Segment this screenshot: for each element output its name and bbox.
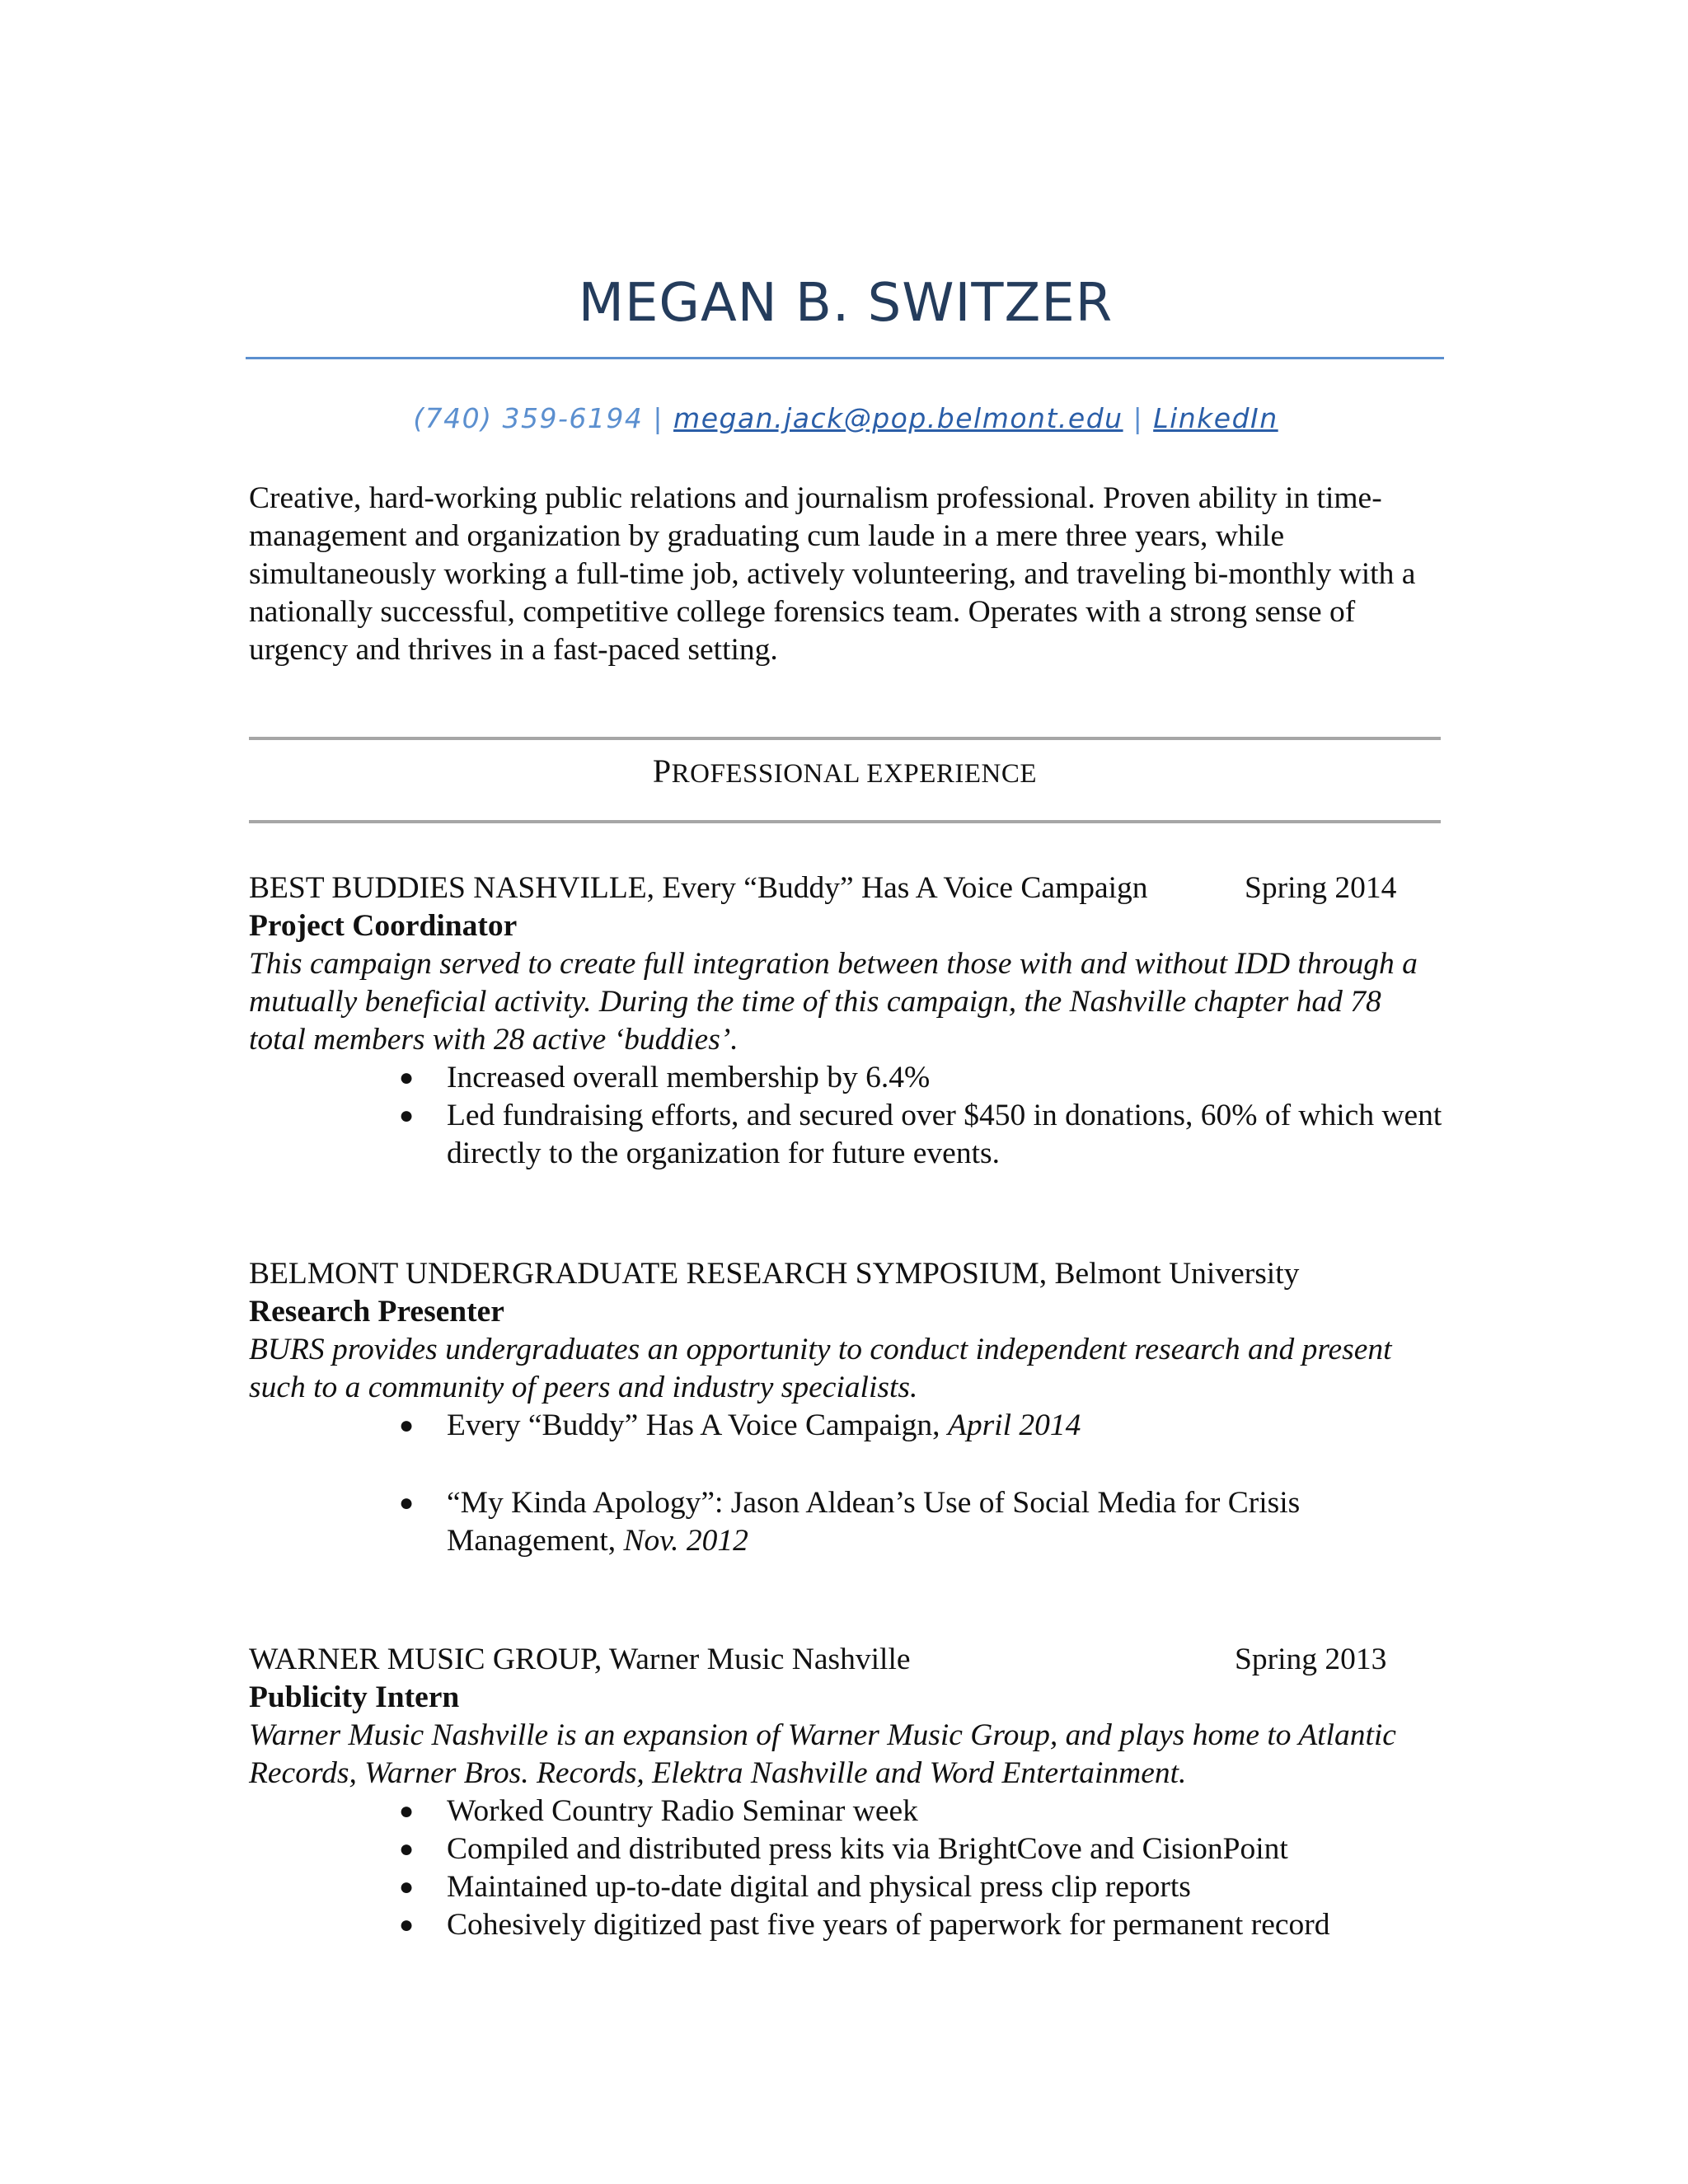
job-header — [249, 1641, 1441, 1679]
list-item: ● Compiled and distributed press kits via BrightCove and CisionPoint — [447, 1830, 1452, 1868]
list-item: ● Increased overall membership by 6.4% — [447, 1059, 1452, 1097]
job-title: Publicity Intern — [249, 1680, 460, 1714]
phone-number: (740) 359-6194 — [413, 402, 644, 434]
bullet-icon: ● — [399, 1797, 415, 1825]
section-title-professional-experience: PROFESSIONAL EXPERIENCE — [652, 752, 1038, 790]
job-description: This campaign served to create full integration between those with and without IDD through a mutually beneficial activity. During the time of this campaign, the Nashville chapter had 78 total members with 28 active ‘buddies’. — [249, 947, 1418, 1057]
job-date: Spring 2014 — [1245, 871, 1397, 905]
bullet-icon: ● — [399, 1064, 415, 1091]
job-description: BURS provides undergraduates an opportunity to conduct independent research and present such to a community of peers and industry specialists. — [249, 1333, 1392, 1404]
job-bullets — [399, 1407, 1452, 1560]
list-item: ● Maintained up-to-date digital and physical press clip reports — [447, 1868, 1452, 1906]
job-title: Project Coordinator — [249, 909, 518, 943]
job-bullets — [399, 1793, 1452, 1944]
list-item: ● Cohesively digitized past five years of paperwork for permanent record — [447, 1906, 1452, 1944]
bullet-icon: ● — [399, 1489, 415, 1516]
job-header — [249, 1255, 1441, 1293]
job-description: Warner Music Nashville is an expansion of Warner Music Group, and plays home to Atlantic Records, Warner Bros. Records, Elektra Nashville and Word Entertainment. — [249, 1718, 1396, 1790]
list-item: ● Worked Country Radio Seminar week — [447, 1793, 1452, 1830]
bullet-icon: ● — [399, 1835, 415, 1863]
job-organization: WARNER MUSIC GROUP, Warner Music Nashville — [249, 1643, 911, 1676]
section-bottom-rule — [249, 820, 1441, 823]
job-date: Spring 2013 — [1235, 1643, 1387, 1676]
bullet-icon: ● — [399, 1102, 415, 1129]
candidate-name: MEGAN B. SWITZER — [578, 273, 1114, 334]
bullet-icon: ● — [399, 1873, 415, 1900]
bullet-icon: ● — [399, 1412, 415, 1439]
list-item: ● Led fundraising efforts, and secured over $450 in donations, 60% of which went directly to the organization for future events. — [399, 1099, 1442, 1170]
linkedin-link[interactable]: LinkedIn — [1153, 402, 1278, 434]
email-link[interactable]: megan.jack@pop.belmont.edu — [673, 402, 1123, 434]
job-header — [249, 869, 1441, 907]
section-top-rule — [249, 737, 1441, 740]
job-bullets — [399, 1059, 1452, 1173]
name-divider — [246, 357, 1444, 359]
job-entry-warner-music — [249, 1641, 1441, 1944]
contact-separator: | — [653, 402, 664, 434]
list-item: ● Every “Buddy” Has A Voice Campaign, April 2014 — [447, 1407, 1452, 1445]
contact-separator: | — [1132, 402, 1144, 434]
list-item: ● “My Kinda Apology”: Jason Aldean’s Use of Social Media for Crisis Management, Nov. 2012 — [399, 1486, 1301, 1558]
job-entry-burs — [249, 1255, 1441, 1560]
job-organization: BELMONT UNDERGRADUATE RESEARCH SYMPOSIUM, Belmont University — [249, 1257, 1300, 1291]
job-organization: BEST BUDDIES NASHVILLE, Every “Buddy” Has A Voice Campaign — [249, 871, 1148, 905]
job-entry-best-buddies — [249, 869, 1441, 1173]
job-title: Research Presenter — [249, 1295, 504, 1329]
bullet-icon: ● — [399, 1911, 415, 1938]
professional-summary: Creative, hard-working public relations and journalism professional. Proven ability in time-management and organization by graduating cum laude in a mere three years, while simultaneously working a full-time job, actively volunteering, and traveling bi-monthly with a nationally successful, competitive college forensics team. Operates with a strong sense of urgency and thrives in a fast-paced setting. — [249, 481, 1416, 667]
contact-line — [247, 402, 1444, 435]
